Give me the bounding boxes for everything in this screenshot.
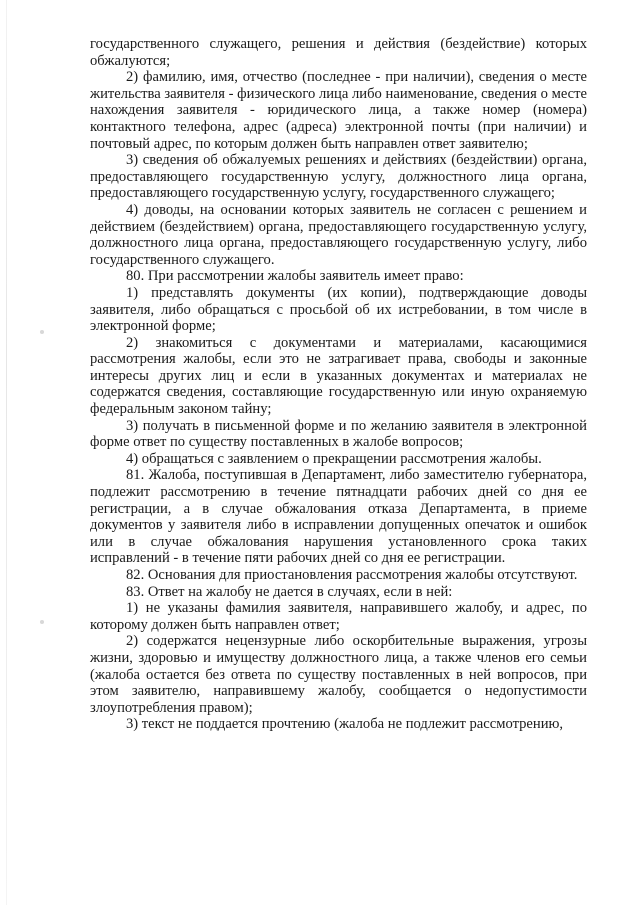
paragraph-item-4: 4) доводы, на основании которых заявитель не согласен с решением и действием (бездействием) органа, предоставляющего государственную услугу, должностного лица органа, предоставляющего государственную услугу, либо государственного служащего. [90,201,587,268]
document-body [90,36,587,733]
paragraph-section-82: 82. Основания для приостановления рассмотрения жалобы отсутствуют. [126,567,578,583]
paragraph-section-80: 80. При рассмотрении жалобы заявитель имеет право: [126,268,464,285]
paragraph-80-item-1: 1) представлять документы (их копии), подтверждающие доводы заявителя, либо обращаться с просьбой об их истребовании, в том числе в электронной форме; [90,284,587,335]
paragraph-80-item-3: 3) получать в письменной форме и по желанию заявителя в электронной форме ответ по существу поставленных в жалобе вопросов; [90,417,587,451]
paragraph-continuation: государственного служащего, решения и действия (бездействие) которых обжалуются; [90,36,587,69]
scan-speck [40,620,44,624]
paragraph-83-item-3: 3) текст не поддается прочтению (жалоба не подлежит рассмотрению, [126,716,564,733]
paragraph-item-2: 2) фамилию, имя, отчество (последнее - при наличии), сведения о месте жительства заявителя - физического лица либо наименование, сведения о месте нахождения заявителя - юридического лица, а также номер (номера) контактного телефона, адрес (адреса) электронной почты (при наличии) и почтовый адрес, по которым должен быть направлен ответ заявителю; [90,69,587,152]
scan-edge [6,0,7,905]
paragraph-item-3: 3) сведения об обжалуемых решениях и действиях (бездействии) органа, предоставляющего государственную услугу, должностного лица органа, предоставляющего государственную услугу, государственного служащего; [90,152,587,202]
scan-speck [40,330,44,334]
paragraph-80-item-4: 4) обращаться с заявлением о прекращении рассмотрения жалобы. [126,450,542,467]
paragraph-83-item-2: 2) содержатся нецензурные либо оскорбительные выражения, угрозы жизни, здоровью и имуществу должностного лица, а также членов его семьи (жалоба остается без ответа по существу поставленных в ней вопросов, при этом заявителю, направившему жалобу, сообщается о недопустимости злоупотребления правом); [90,633,587,716]
paragraph-80-item-2: 2) знакомиться с документами и материалами, касающимися рассмотрения жалобы, если это не затрагивает права, свободы и законные интересы других лиц и если в указанных документах и материалах не содержатся сведения, составляющие государственную или иную охраняемую федеральным законом тайну; [90,334,587,418]
paragraph-section-81: 81. Жалоба, поступившая в Департамент, либо заместителю губернатора, подлежит рассмотрению в течение пятнадцати рабочих дней со дня ее регистрации, а в случае обжалования отказа Департамента, в приеме документов у заявителя либо в исправлении допущенных опечаток и ошибок или в случае обжалования нарушения установленного срока таких исправлений - в течение пяти рабочих дней со дня ее регистрации. [90,467,587,567]
paragraph-83-item-1: 1) не указаны фамилия заявителя, направившего жалобу, и адрес, по которому должен быть направлен ответ; [90,600,587,633]
paragraph-section-83: 83. Ответ на жалобу не дается в случаях, если в ней: [126,583,453,600]
